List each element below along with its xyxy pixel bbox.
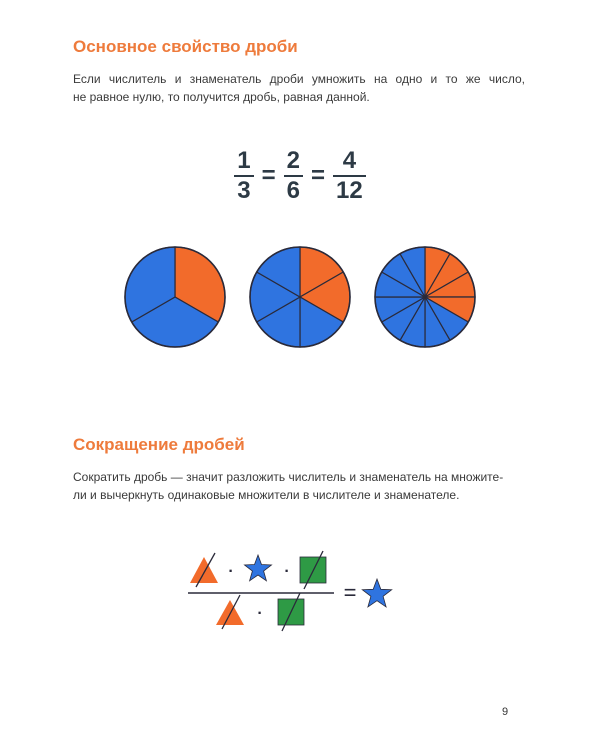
pie-diagram — [125, 247, 225, 347]
multiply-dot: · — [284, 563, 290, 580]
paragraph-line: Если числитель и знаменатель дроби умножить на одно и то же число, — [73, 72, 525, 86]
paragraph-line: не равное нулю, то получится дробь, равная данной. — [73, 90, 370, 104]
triangle-icon — [190, 553, 218, 587]
equals-sign: = — [343, 580, 357, 605]
equals-sign: = — [311, 162, 326, 189]
denominator: 12 — [336, 177, 363, 204]
fraction — [234, 149, 253, 203]
section-title-fraction-property: Основное свойство дроби — [73, 37, 298, 56]
square-icon — [278, 593, 304, 631]
fraction-pie-diagrams — [0, 238, 600, 358]
numerator: 4 — [342, 147, 357, 174]
pie-diagram — [250, 247, 350, 347]
section-title-reducing-fractions: Сокращение дробей — [73, 435, 245, 454]
pie-diagram — [375, 247, 475, 347]
numerator: 1 — [237, 147, 251, 174]
denominator: 6 — [286, 177, 300, 204]
denominator: 3 — [237, 177, 251, 204]
fraction-property-paragraph — [73, 70, 525, 106]
fraction-equation — [0, 146, 600, 206]
star-icon — [362, 579, 391, 607]
page-number: 9 — [502, 706, 509, 718]
paragraph-line: ли и вычеркнуть одинаковые множители в числителе и знаменателе. — [73, 488, 460, 502]
paragraph-line: Сократить дробь — значит разложить числитель и знаменатель на множите- — [73, 470, 504, 484]
triangle-icon — [216, 595, 244, 629]
fraction — [284, 149, 303, 203]
equals-sign: = — [261, 162, 276, 189]
multiply-dot: · — [257, 605, 263, 622]
numerator: 2 — [286, 147, 300, 174]
square-icon — [300, 551, 326, 589]
fraction-reduction-diagram — [0, 545, 600, 645]
reducing-fractions-paragraph — [73, 468, 525, 504]
multiply-dot: · — [228, 563, 234, 580]
fraction — [333, 149, 366, 203]
star-icon — [245, 555, 272, 581]
